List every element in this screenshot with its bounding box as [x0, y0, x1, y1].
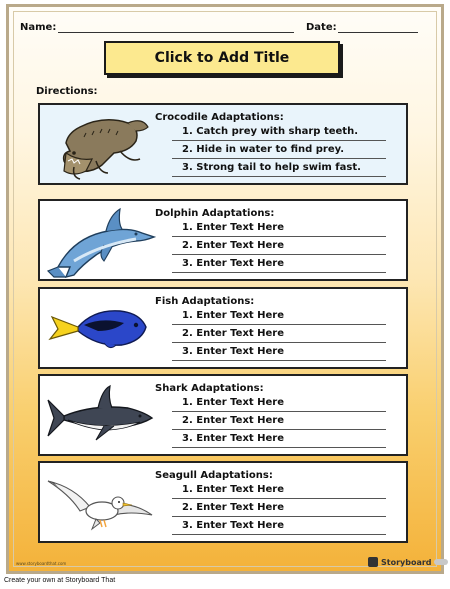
- adaptation-card-shark: [38, 374, 408, 456]
- card-heading: Fish Adaptations:: [155, 296, 255, 307]
- card-text-line[interactable]: 3. Strong tail to help swim fast.: [172, 160, 386, 177]
- card-heading: Shark Adaptations:: [155, 383, 264, 394]
- crocodile-icon: [44, 107, 156, 183]
- directions-label: Directions:: [36, 86, 98, 97]
- date-field-line[interactable]: [338, 32, 418, 33]
- card-text-line[interactable]: 2. Enter Text Here: [172, 326, 386, 343]
- card-text-line[interactable]: 2. Enter Text Here: [172, 238, 386, 255]
- brand-text: Storyboard: [381, 557, 432, 567]
- card-text-line[interactable]: 3. Enter Text Here: [172, 431, 386, 448]
- title-text: Click to Add Title: [154, 50, 290, 66]
- date-label: Date:: [306, 22, 337, 33]
- card-heading: Dolphin Adaptations:: [155, 208, 275, 219]
- adaptation-card-seagull: [38, 461, 408, 543]
- card-text-line[interactable]: 1. Enter Text Here: [172, 308, 386, 325]
- card-text-line[interactable]: 1. Enter Text Here: [172, 482, 386, 499]
- adaptation-card-fish: [38, 287, 408, 369]
- card-text-line[interactable]: 3. Enter Text Here: [172, 256, 386, 273]
- card-text-line[interactable]: 2. Enter Text Here: [172, 413, 386, 430]
- storyboard-logo-icon: [368, 557, 378, 567]
- adaptation-card-crocodile: [38, 103, 408, 185]
- card-heading: Crocodile Adaptations:: [155, 112, 284, 123]
- card-text-line[interactable]: 1. Enter Text Here: [172, 395, 386, 412]
- fish-icon: [44, 291, 156, 367]
- adaptation-card-dolphin: [38, 199, 408, 281]
- shark-icon: [44, 378, 156, 454]
- card-text-line[interactable]: 1. Catch prey with sharp teeth.: [172, 124, 386, 141]
- name-field-line[interactable]: [58, 32, 294, 33]
- name-label: Name:: [20, 22, 57, 33]
- brand-pill-icon: [434, 559, 448, 565]
- bottom-caption[interactable]: Create your own at Storyboard That: [4, 577, 116, 584]
- card-text-line[interactable]: 2. Enter Text Here: [172, 500, 386, 517]
- card-text-line[interactable]: 3. Enter Text Here: [172, 344, 386, 361]
- name-date-row: [20, 22, 420, 38]
- footer-url: www.storyboardthat.com: [16, 561, 67, 566]
- card-text-line[interactable]: 1. Enter Text Here: [172, 220, 386, 237]
- dolphin-icon: [44, 203, 156, 279]
- card-text-line[interactable]: 3. Enter Text Here: [172, 518, 386, 535]
- card-heading: Seagull Adaptations:: [155, 470, 273, 481]
- card-text-line[interactable]: 2. Hide in water to find prey.: [172, 142, 386, 159]
- storyboard-brand[interactable]: [368, 556, 448, 568]
- title-box[interactable]: [104, 41, 340, 75]
- seagull-icon: [44, 465, 156, 541]
